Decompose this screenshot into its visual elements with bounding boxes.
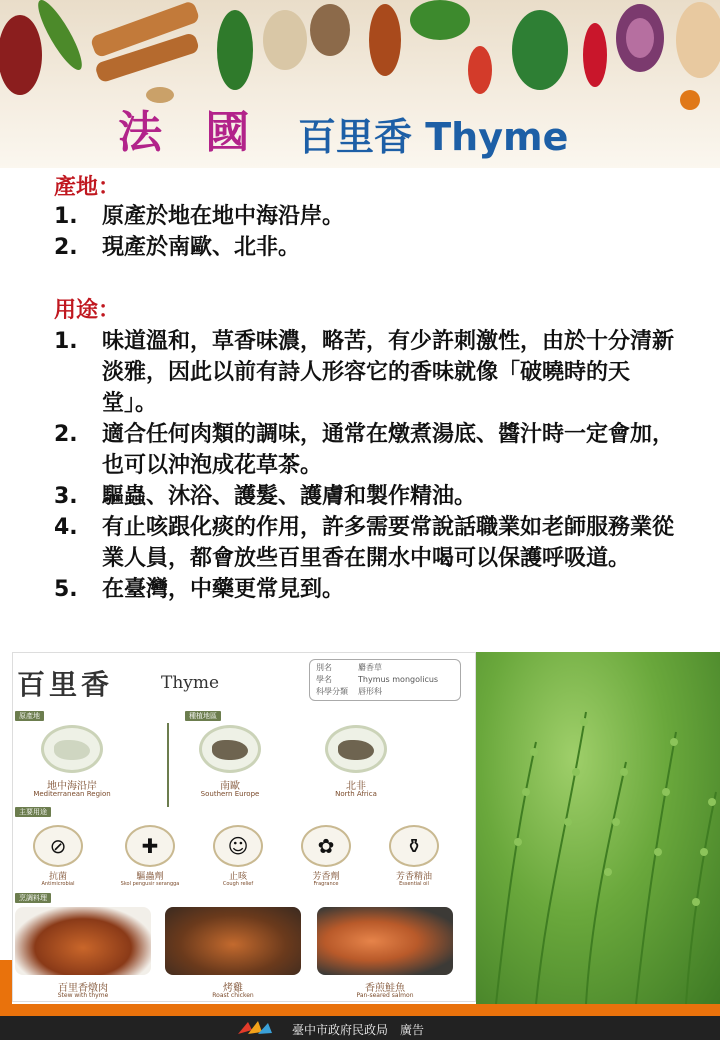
use-label: 芳香精油 <box>395 872 432 882</box>
meta-row: 學名 Thymus mongolicus <box>316 675 439 684</box>
list-text: 味道溫和，草香味濃，略苦，有少許刺激性，由於十分清新淡雅，因此以前有詩人形容它的香味就像「破曉時的天堂」。 <box>102 329 675 416</box>
no-bacteria-icon: ⊘ <box>33 825 83 867</box>
footer <box>0 1016 720 1040</box>
usage-heading: 用途： <box>54 298 121 323</box>
infographic-meta-box <box>309 659 461 701</box>
list-item <box>54 481 674 512</box>
use-label-en: Cough relief <box>222 881 254 887</box>
footer-accent-bar <box>0 1004 720 1016</box>
fragrance-icon: ✿ <box>301 825 351 867</box>
spices-vegetables-decoration <box>0 0 720 110</box>
region-label-en: North Africa <box>335 790 377 798</box>
dish-label: 烤雞 <box>223 983 243 994</box>
use-label: 抗菌 <box>48 872 67 882</box>
list-item <box>54 419 674 481</box>
roast-chicken-photo <box>165 907 301 975</box>
origin-heading: 產地： <box>54 175 121 200</box>
infographic-title-en: Thyme <box>161 673 220 693</box>
list-text: 驅蟲、沐浴、護髮、護膚和製作精油。 <box>102 484 477 509</box>
list-text: 適合任何肉類的調味，通常在燉煮湯底、醬汁時一定會加，也可以沖泡成花草茶。 <box>102 422 675 478</box>
divider <box>167 723 169 807</box>
cooking-tag: 烹調料理 <box>15 893 51 903</box>
use-label-en: Skol pengusir serangga <box>120 881 180 887</box>
region-label: 北非 <box>346 781 366 792</box>
dish-label: 百里香燉肉 <box>58 983 108 994</box>
dish-label-en: Roast chicken <box>212 992 254 999</box>
region-label-en: Southern Europe <box>200 790 260 798</box>
meta-row: 科學分類 唇形科 <box>316 687 382 696</box>
list-item <box>54 574 674 605</box>
thyme-sprigs-illustration <box>476 652 720 1004</box>
use-label-en: Essential oil <box>399 881 429 887</box>
usage-list <box>54 326 674 605</box>
use-label-en: Fragrance <box>313 881 339 887</box>
mediterranean-globe-icon <box>41 725 103 773</box>
europe-globe-icon <box>199 725 261 773</box>
list-number: 2. <box>54 235 78 260</box>
region-label: 地中海沿岸 <box>47 781 97 792</box>
oil-bottle-icon: ⚱ <box>389 825 439 867</box>
thyme-infographic <box>12 652 476 1002</box>
region-label: 南歐 <box>220 781 240 792</box>
use-label: 芳香劑 <box>312 872 340 882</box>
header-banner <box>0 0 720 168</box>
list-number: 1. <box>54 204 78 229</box>
page-title: 法 國 <box>118 107 264 158</box>
stew-photo <box>15 907 151 975</box>
dish-label-en: Stew with thyme <box>57 992 109 999</box>
use-label: 止咳 <box>228 872 247 882</box>
list-text: 在臺灣，中藥更常見到。 <box>102 577 345 602</box>
government-logo-icon <box>236 1018 276 1038</box>
salmon-photo <box>317 907 453 975</box>
list-number: 2. <box>54 422 78 447</box>
spray-icon: ✚ <box>125 825 175 867</box>
thyme-plant-photo <box>476 652 720 1004</box>
list-item <box>54 326 674 419</box>
africa-globe-icon <box>325 725 387 773</box>
main-use-tag: 主要用途 <box>15 807 51 817</box>
accent-strip <box>0 960 12 1004</box>
list-item <box>54 201 674 232</box>
list-text: 有止咳跟化痰的作用，許多需要常說話職業如老師服務業從業人員，都會放些百里香在開水中喝可以保護呼吸道。 <box>102 515 675 571</box>
page-subtitle: 百里香 Thyme <box>298 115 569 159</box>
infographic-header <box>13 653 476 707</box>
list-text: 原產於地在地中海沿岸。 <box>102 204 345 229</box>
infographic-title: 百里香 <box>17 668 114 701</box>
list-text: 現產於南歐、北非。 <box>102 235 301 260</box>
use-label-en: Antimicrobial <box>41 881 75 887</box>
list-number: 3. <box>54 484 78 509</box>
banner-title <box>0 96 720 160</box>
coughing-person-icon: ☺ <box>213 825 263 867</box>
list-number: 5. <box>54 577 78 602</box>
origin-list <box>54 201 674 263</box>
list-item <box>54 232 674 263</box>
list-number: 1. <box>54 329 78 354</box>
footer-sponsor-text: 臺中市政府民政局 廣告 <box>292 1023 425 1037</box>
list-number: 4. <box>54 515 78 540</box>
growing-region-tag: 種植地區 <box>185 711 221 721</box>
list-item <box>54 512 674 574</box>
dish-label-en: Pan-seared salmon <box>356 992 414 999</box>
region-label-en: Mediterranean Region <box>33 790 111 798</box>
origin-tag: 原產地 <box>15 711 44 721</box>
meta-row: 別名 麝香草 <box>316 663 382 672</box>
dish-label: 香煎鮭魚 <box>365 983 405 994</box>
use-label: 驅蟲劑 <box>136 872 164 882</box>
